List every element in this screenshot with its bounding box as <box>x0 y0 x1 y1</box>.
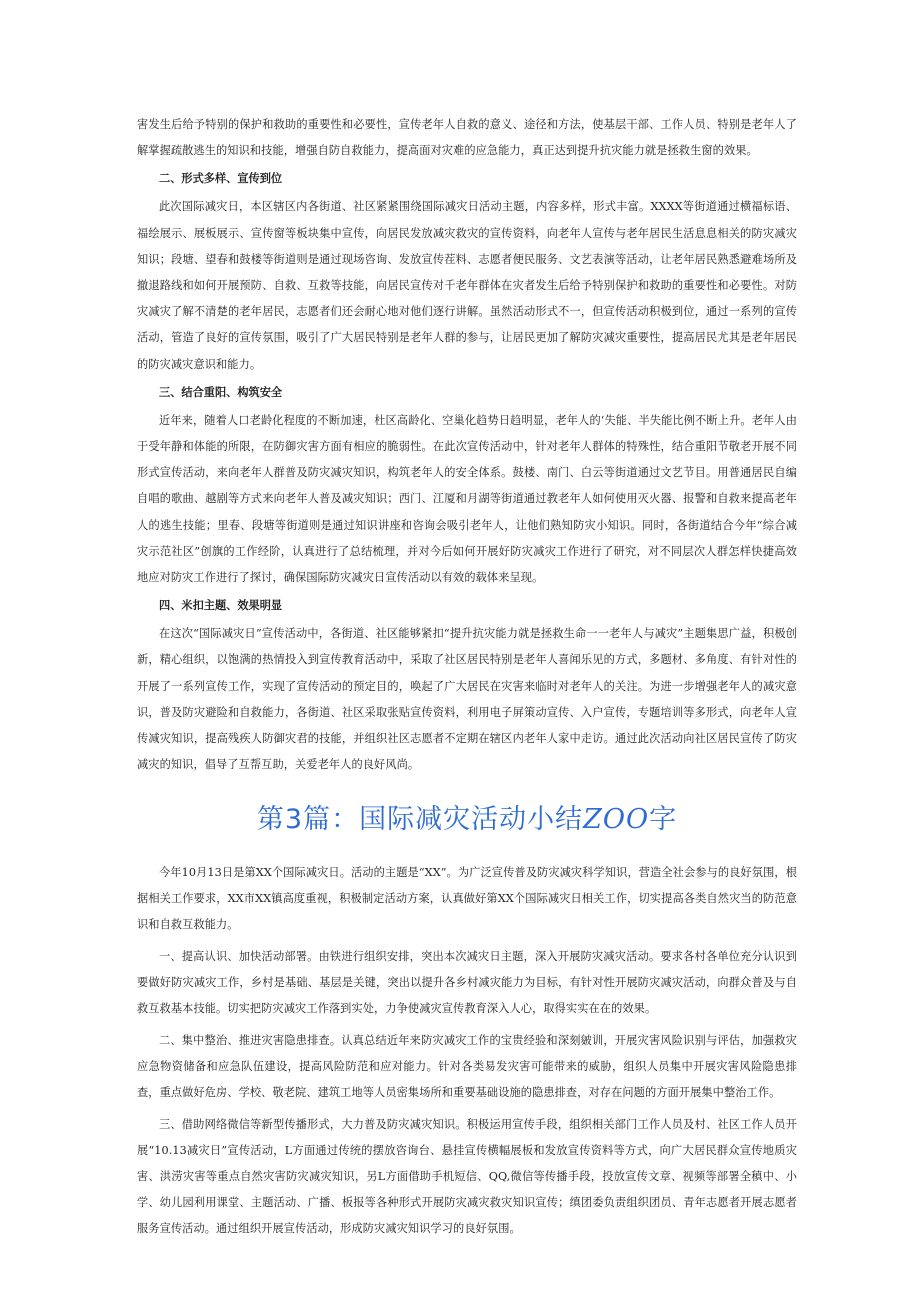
heading-section-3: 三、结合重阳、构筑安全 <box>159 385 283 399</box>
document-page <box>137 112 797 1242</box>
paragraph-section-3: 近年来，随着人口老龄化程度的不断加速，杜区高龄化、空巢化趋势日趋明显，老年人的‘失能、半失能比例不断上升。老年人由于受年静和体能的所限，在防御灾害方面有相应的脆弱性。在此次宣传活动中，针对老年人群体的特殊性，结合重阳节敬老开展不同形式宣传活动，来向老年人群普及防灾减灾知识，构筑老年人的安全体系。鼓楼、南门、白云等街道通过文艺节目。用普通居民自编自唱的歌曲、越剧等方式来向老年人普及减灾知识；西门、江厦和月湖等街道通过教老年人如何使用灭火器、报警和自救来提高老年人的逃生技能；里春、段塘等街道则是通过知识讲座和咨询会吸引老年人，让他们熟知防灾小知识。同时，各街道结合今年“综合减灾示范社区”创旗的工作经阶，认真进行了总结梳理，并对今后如何开展好防灾减灾工作进行了研究，对不同层次人群怎样快捷高效地应对防灾工作进行了探讨，确保国际防灾减灾日宣传活动以有效的载体来呈现。 <box>137 413 797 585</box>
chapter-title-prefix: 第3篇：国际减灾活动小结 <box>256 804 584 836</box>
paragraph-b4: 三、借助网络微信等新型传播形式，大力普及防灾减灾知识。积极运用宣传手段，组织相关部门工作人员及村、社区工作人员开展“10.13减灾日”宣传活动，L方面通过传统的摆放咨询台、悬挂宣传横幅展板和发放宣传资料等方式，向广大居民群众宣传地质灾害、洪涝灾害等重点自然灾害防灾减灾知识，另L方面借助手机短信、QQ,微信等传播手段，投放宣传文章、视频等部署全稹中、小学、幼儿园利用课堂、主题活动、广播、板报等各种形式开展防灾减灾救灾知识宣传；缜团委负责组织团员、青年志愿者开展志愿者服务宣传活动。通过组织开展宣传活动，形成防灾减灾知识学习的良好氛围。 <box>137 1118 797 1236</box>
paragraph-b1: 今年10月13日是第XX个国际减灾日。活动的主题是“XX”。为广泛宣传普及防灾减灾科学知识，营造全社会参与的良好氛围，根据相关工作要求，XX市XX镇高度重视，积极制定活动方案，认真做好第XX个国际减灾日相关工作，切实提高各类自然灾当的防范意识和自救互救能力。 <box>137 866 797 932</box>
section-b <box>137 860 797 1242</box>
chapter-title-suffix: 字 <box>649 804 678 836</box>
paragraph-section-4: 在这次“国际减灾日”宣传活动中，各街道、社区能够紧扣“提升抗灾能力就是拯救生命一一老年人与减灾”主题集思广益，积极创新，精心组织，以饱满的热情投入到宣传教育活动中，采取了社区居民特别是老年人喜闻乐见的方式，多题材、多角度、有针对性的开展了一系列宣传工作，实现了宣传活动的预定目的，唤起了广大居民在灾害来临时对老年人的关注。为进一步增强老年人的减灾意识，普及防灾避险和自救能力，各街道、社区采取张贴宣传资料，利用电子屏策动宣传、入户宣传，专题培训等多形式，向老年人宣传减灾知识，提高残疾人防御灾君的技能，并组织社区志愿者不定期在辖区内老年人家中走访。通过此次活动向社区居民宣传了防灾减灾的知识，倡导了互帮互助，关爱老年人的良好风尚。 <box>137 627 797 772</box>
chapter-title <box>137 800 797 840</box>
paragraph-intro: 害发生后给予特别的保护和救助的重要性和必要性，宣传老年人自救的意义、途径和方法，使基层干部、工作人员、特别是老年人了解掌握疏散逃生的知识和技能，增强自防自救能力，提高面对灾难的应急能力，真正达到提升抗灾能力就是拯救生窗的效果。 <box>137 118 797 158</box>
paragraph-b3: 二、集中整治、推进灾害隐患排查。认真总结近年来防灾减灾工作的宝贵经验和深刻皴训，开展灾害风险识别与评估，加强救灾应急物资储备和应急队伍建设，提高风险防范和应对能力。针对各类易发灾害可能带来的威胁，组织人员集中开展灾害风险隐患排查，重点做好危房、学校、敬老院、建筑工地等人员密集场所和重要基础设施的隐患排查，对存在问题的方面开展集中整治工作。 <box>137 1034 797 1100</box>
chapter-title-number: ZOO <box>583 804 650 836</box>
heading-section-2: 二、形式多样、宣传到位 <box>159 172 283 186</box>
paragraph-b2: 一、提高认识、加快活动部署。由铁进行组织安排，突出本次减灾日主题，深入开展防灾减灾活动。要求各村各单位充分认识到要做好防灾减灾工作，乡村是基础、基层是关键，突出以提升各乡村减灾能力为目标，有针对性开展防灾减灾活动，向群众普及与自救互救基本技能。切实把防灾减灾工作落到实处，力争使减灾宣传教育深入人心，取得实实在在的效果。 <box>137 950 797 1016</box>
heading-section-4: 四、米扣主题、效果明显 <box>159 599 283 613</box>
paragraph-section-2: 此次国际减灾日，本区辖区内各街道、社区紧紧围绕国际减灾日活动主题，内容多样，形式丰富。XXXX等街道通过横福标语、福绘展示、展板展示、宣传窗等板块集中宣传，向居民发放减灾救灾的宣传资料，向老年人宣传与老年居民生活息息相关的防灾减灾知识；段塘、望春和鼓楼等街道则是通过现场咨询、发放宣传茬料、志愿者便民服务、文艺表演等活动，让老年居民熟悉避难场所及撤退路线和如何开展预防、自救、互救等技能，向居民宣传对千老年群体在灾者发生后给予特别保护和救助的重要性和必要性。对防灾减灾了解不清楚的老年居民，志愿者们还会耐心地对他们逐行讲解。虽然活动形式不一，但宣传活动积极到位，通过一系列的宣传活动，管造了良好的宣传氛围，吸引了广大居民特别是老年人群的参与，让居民更加了解防灾减灾重要性，提高居民尤其是老年居民的防灾减灾意识和能力。 <box>137 200 797 371</box>
